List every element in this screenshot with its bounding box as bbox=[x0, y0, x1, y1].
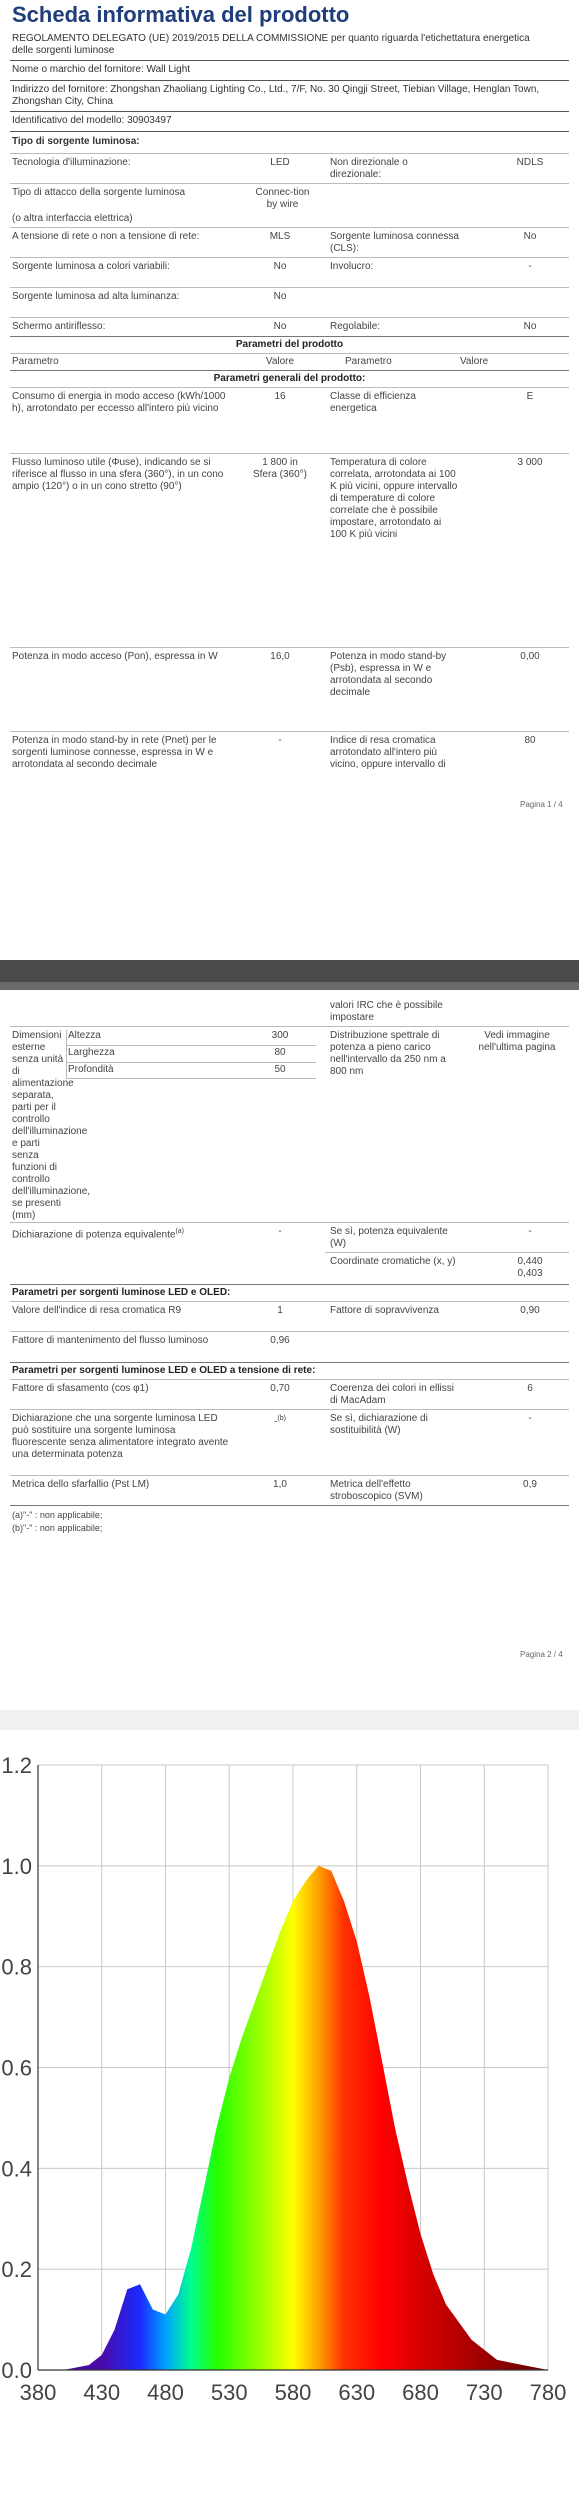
led-oled-title: Parametri per sorgenti luminose LED e OLED: bbox=[12, 1287, 231, 1298]
supplier-name: Nome o marchio del fornitore: Wall Light bbox=[12, 64, 191, 75]
divider bbox=[10, 1409, 569, 1410]
page-title: Scheda informativa del prodotto bbox=[12, 2, 350, 27]
network-standby-value: - bbox=[278, 735, 282, 746]
flicker-label: Metrica dello sfarfallio (Pst LM) bbox=[12, 1479, 150, 1490]
model-identifier: Identificativo del modello: 30903497 bbox=[12, 115, 172, 126]
y-tick-label: 0.4 bbox=[1, 2156, 32, 2182]
lighting-tech-value: LED bbox=[270, 157, 290, 168]
divider bbox=[10, 131, 569, 132]
efficiency-class-value: E bbox=[526, 391, 534, 402]
macadam-label: Coerenza dei colori in ellissi di MacAdam bbox=[330, 1383, 454, 1406]
survival-label: Fattore di sopravvivenza bbox=[330, 1305, 439, 1316]
r9-label: Valore dell'indice di resa cromatica R9 bbox=[12, 1305, 182, 1316]
r9-value: 1 bbox=[277, 1305, 283, 1316]
page-gap bbox=[0, 1710, 579, 1730]
depth-value: 50 bbox=[274, 1064, 286, 1075]
spd-value: Vedi immagine nell'ultima pagina bbox=[478, 1030, 556, 1053]
width-value: 80 bbox=[274, 1047, 286, 1058]
divider bbox=[10, 227, 569, 228]
network-standby-label: Potenza in modo stand-by in rete (Pnet) per le sorgenti luminose connesse, espressa in W e arrotondata al secondo decimale bbox=[12, 735, 217, 770]
source-type-title: Tipo di sorgente luminosa: bbox=[12, 136, 140, 147]
chroma-x: 0,440 bbox=[517, 1256, 543, 1267]
divider bbox=[10, 731, 569, 732]
x-tick-label: 480 bbox=[147, 2380, 184, 2405]
mains-params-title: Parametri per sorgenti luminose LED e OLED a tensione di rete: bbox=[12, 1365, 316, 1376]
spectrum-area bbox=[38, 1866, 548, 2370]
divider bbox=[10, 1222, 569, 1223]
datasheet-page-2 bbox=[0, 990, 579, 1710]
divider bbox=[10, 183, 569, 184]
high-luminance-label: Sorgente luminosa ad alta luminanza: bbox=[12, 291, 180, 302]
replacement-w-label: Se sì, dichiarazione di sostituibilità (W) bbox=[330, 1413, 428, 1436]
envelope-value: - bbox=[528, 261, 532, 272]
divider bbox=[10, 1026, 569, 1027]
spectral-distribution-chart bbox=[0, 1730, 579, 2510]
colour-tunable-label: Sorgente luminosa a colori variabili: bbox=[12, 261, 170, 272]
page-separator-shadow bbox=[0, 982, 579, 990]
divider bbox=[66, 1078, 316, 1079]
page-number: Pagina 1 / 4 bbox=[520, 800, 563, 809]
x-tick-label: 580 bbox=[274, 2380, 312, 2405]
standby-power-value: 0,00 bbox=[520, 651, 540, 662]
survival-value: 0,90 bbox=[520, 1305, 540, 1316]
col-header-valore-2: Valore bbox=[460, 356, 489, 367]
y-tick-label: 0.0 bbox=[1, 2358, 32, 2383]
divider bbox=[10, 1475, 569, 1476]
x-tick-label: 430 bbox=[83, 2380, 121, 2405]
lighting-tech-label: Tecnologia d'illuminazione: bbox=[12, 157, 131, 168]
x-tick-label: 680 bbox=[402, 2380, 439, 2405]
directional-label: Non direzionale o direzionale: bbox=[330, 157, 408, 180]
col-header-parametro: Parametro bbox=[12, 356, 59, 367]
y-tick-labels bbox=[1, 1753, 32, 2383]
cri-continuation: valori IRC che è possibile impostare bbox=[330, 1000, 443, 1023]
y-tick-label: 1.0 bbox=[1, 1853, 32, 1879]
cri-label: Indice di resa cromatica arrotondato all'intero più vicino, oppure intervallo di bbox=[330, 735, 446, 770]
divider bbox=[10, 1379, 569, 1380]
general-params-title: Parametri generali del prodotto: bbox=[213, 373, 366, 384]
divider bbox=[10, 153, 569, 154]
divider bbox=[10, 1301, 569, 1302]
y-tick-label: 1.2 bbox=[1, 1753, 32, 1778]
footnote-b: (b)"-" : non applicabile; bbox=[12, 1523, 103, 1533]
anti-glare-value: No bbox=[273, 321, 287, 332]
on-mode-power-label: Potenza in modo acceso (Pon), espressa in W bbox=[12, 651, 218, 662]
col-header-parametro-2: Parametro bbox=[345, 356, 392, 367]
depth-label: Profondità bbox=[68, 1064, 114, 1075]
colour-tunable-value: No bbox=[273, 261, 287, 272]
x-tick-label: 380 bbox=[19, 2380, 57, 2405]
x-tick-labels bbox=[20, 2380, 567, 2405]
envelope-label: Involucro: bbox=[330, 261, 374, 272]
cct-label: Temperatura di colore correlata, arrotondata ai 100 K più vicini, oppure intervallo di temperature di colore correlate che è possibile impostare, arrotondato ai 100 K più vicini bbox=[330, 457, 458, 540]
supplier-address: Indirizzo del fornitore: Zhongshan Zhaoliang Lighting Co., Ltd., 7/F, No. 30 Qingji Street, Tiebian Village, Henglan Town, Zhongshan City, China bbox=[12, 84, 540, 107]
divider bbox=[10, 1505, 569, 1506]
equivalent-power-value: - bbox=[278, 1226, 282, 1237]
divider bbox=[10, 453, 569, 454]
divider bbox=[10, 1331, 569, 1332]
cri-value: 80 bbox=[524, 735, 536, 746]
equivalent-power-label: Dichiarazione di potenza equivalente$^{(a)}$ bbox=[12, 1228, 185, 1241]
divider bbox=[10, 60, 569, 61]
efficiency-class-label: Classe di efficienza energetica bbox=[330, 391, 416, 414]
replacement-label: Dichiarazione che una sorgente luminosa LED può sostituire una sorgente luminosa fluorescente senza alimentatore integrato avente una determinata potenza bbox=[12, 1413, 229, 1460]
cap-type-value: Connec-tion by wire bbox=[255, 187, 310, 210]
divider bbox=[10, 370, 569, 371]
divider bbox=[10, 1362, 569, 1363]
width-label: Larghezza bbox=[68, 1047, 115, 1058]
dimmable-value: No bbox=[523, 321, 537, 332]
equivalent-w-label: Se sì, potenza equivalente (W) bbox=[330, 1226, 448, 1249]
on-mode-power-value: 16,0 bbox=[270, 651, 290, 662]
divider bbox=[10, 336, 569, 337]
y-tick-label: 0.8 bbox=[1, 1954, 32, 1980]
lumen-maintenance-value: 0,96 bbox=[270, 1335, 290, 1346]
divider bbox=[66, 1045, 316, 1046]
cap-type-note: (o altra interfaccia elettrica) bbox=[12, 213, 133, 224]
chroma-y: 0,403 bbox=[517, 1268, 543, 1279]
energy-consumption-label: Consumo di energia in modo acceso (kWh/1000 h), arrotondato per eccesso all'intero più vicino bbox=[12, 391, 226, 414]
product-params-title: Parametri del prodotto bbox=[235, 339, 344, 350]
datasheet-page-1 bbox=[0, 0, 579, 960]
mains-value: MLS bbox=[269, 231, 291, 242]
flicker-value: 1,0 bbox=[273, 1479, 287, 1490]
divider bbox=[10, 353, 569, 354]
dimmable-label: Regolabile: bbox=[330, 321, 381, 332]
y-tick-label: 0.2 bbox=[1, 2257, 32, 2283]
divider bbox=[10, 287, 569, 288]
lumen-maintenance-label: Fattore di mantenimento del flusso luminoso bbox=[12, 1335, 209, 1346]
divider bbox=[10, 317, 569, 318]
page-separator bbox=[0, 960, 579, 982]
divider bbox=[10, 387, 569, 388]
x-tick-label: 630 bbox=[338, 2380, 376, 2405]
replacement-w-value: - bbox=[528, 1413, 532, 1424]
height-value: 300 bbox=[271, 1030, 289, 1041]
svm-value: 0,9 bbox=[523, 1479, 537, 1490]
page-number: Pagina 2 / 4 bbox=[520, 1650, 563, 1659]
dimensions-label: Dimensioni esterne senza unità di alimentazione separata, parti per il controllo dell'illuminazione e parti senza funzioni di controllo dell'illuminazione, se presenti (mm) bbox=[12, 1030, 91, 1221]
cls-label: Sorgente luminosa connessa (CLS): bbox=[330, 231, 459, 254]
macadam-value: 6 bbox=[527, 1383, 533, 1394]
cap-type-label: Tipo di attacco della sorgente luminosa bbox=[12, 187, 186, 198]
divider bbox=[66, 1030, 67, 1078]
divider bbox=[66, 1062, 316, 1063]
divider bbox=[10, 647, 569, 648]
svm-label: Metrica dell'effetto stroboscopico (SVM) bbox=[330, 1479, 423, 1502]
mains-label: A tensione di rete o non a tensione di rete: bbox=[12, 231, 200, 242]
col-header-valore: Valore bbox=[265, 356, 295, 367]
spectrum-chart-page bbox=[0, 1730, 579, 2510]
divider bbox=[10, 80, 569, 81]
cct-value: 3 000 bbox=[517, 457, 543, 468]
divider bbox=[10, 1284, 569, 1285]
luminous-flux-value: 1 800 in Sfera (360°) bbox=[252, 457, 308, 480]
x-tick-label: 730 bbox=[465, 2380, 503, 2405]
regulation-text: REGOLAMENTO DELEGATO (UE) 2019/2015 DELLA COMMISSIONE per quanto riguarda l'etichettatura energetica delle sorgenti luminose bbox=[12, 33, 530, 56]
x-tick-label: 530 bbox=[210, 2380, 248, 2405]
high-luminance-value: No bbox=[273, 291, 287, 302]
equivalent-w-value: - bbox=[528, 1226, 532, 1237]
footnote-a: (a)"-" : non applicabile; bbox=[12, 1510, 103, 1520]
cosphi-value: 0,70 bbox=[270, 1383, 290, 1394]
y-tick-label: 0.6 bbox=[1, 2055, 32, 2081]
height-label: Altezza bbox=[68, 1030, 101, 1041]
standby-power-label: Potenza in modo stand-by (Psb), espressa in W e arrotondata al secondo decimale bbox=[330, 651, 447, 698]
chroma-label: Coordinate cromatiche (x, y) bbox=[330, 1256, 456, 1267]
divider bbox=[10, 111, 569, 112]
directional-value: NDLS bbox=[516, 157, 544, 168]
x-tick-label: 780 bbox=[529, 2380, 567, 2405]
cosphi-label: Fattore di sfasamento (cos φ1) bbox=[12, 1383, 149, 1394]
energy-consumption-value: 16 bbox=[274, 391, 286, 402]
replacement-value: -$^{(b)}$ bbox=[274, 1415, 286, 1428]
divider bbox=[10, 257, 569, 258]
divider bbox=[325, 1252, 569, 1253]
spd-label: Distribuzione spettrale di potenza a pieno carico nell'intervallo da 250 nm a 800 nm bbox=[330, 1030, 446, 1077]
cls-value: No bbox=[523, 231, 537, 242]
anti-glare-label: Schermo antiriflesso: bbox=[12, 321, 106, 332]
luminous-flux-label: Flusso luminoso utile (Φuse), indicando se si riferisce al flusso in una sfera (360°), in un cono ampio (120°) o in un cono stretto (90°) bbox=[12, 457, 224, 492]
